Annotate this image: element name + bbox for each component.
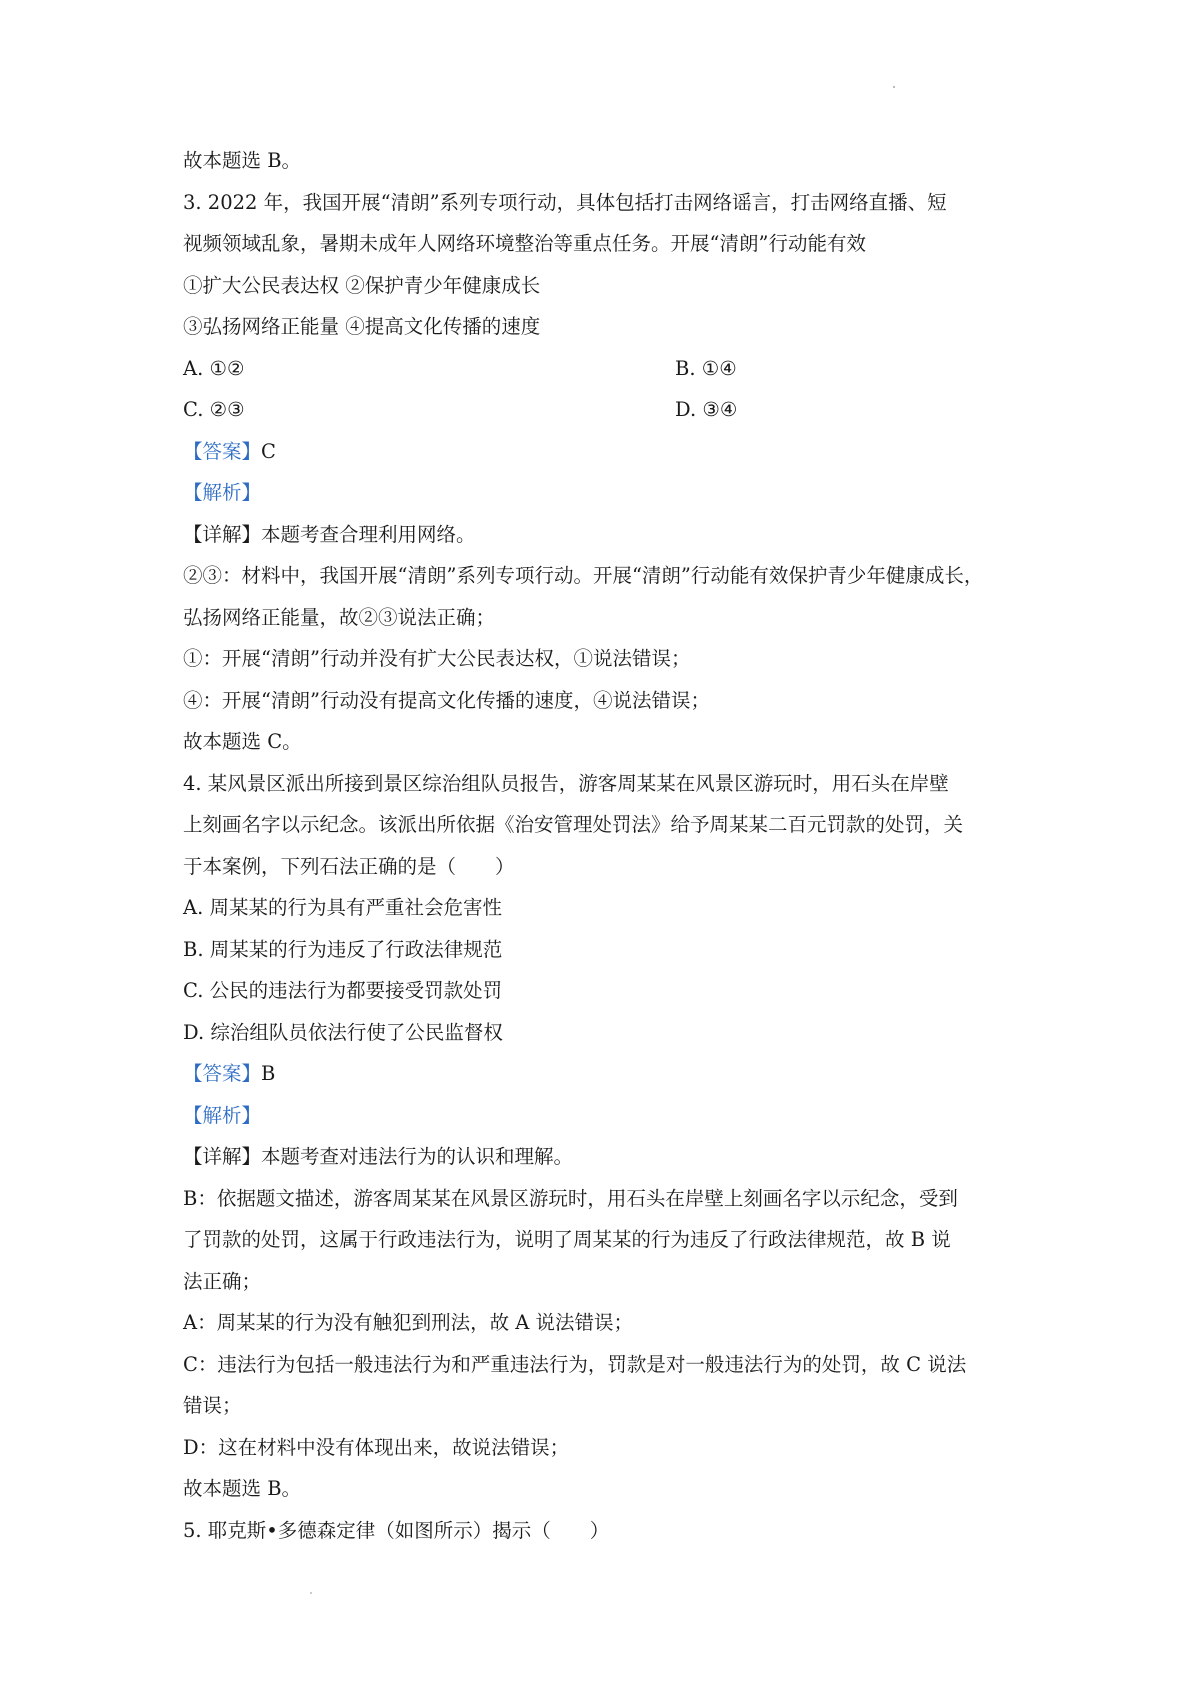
q3-options-row-2 <box>183 389 1033 431</box>
q3-detail-line: 【详解】本题考查合理利用网络。 <box>183 522 476 546</box>
answer-value: B <box>261 1062 276 1085</box>
q3-option-d: D. ③④ <box>675 398 738 421</box>
q3-stem-line: 3. 2022 年，我国开展“清朗”系列专项行动，具体包括打击网络谣言，打击网络直播、短 <box>183 190 947 214</box>
q4-detail-line: 法正确； <box>183 1269 262 1293</box>
q4-option-c: C. 公民的违法行为都要接受罚款处罚 <box>183 979 503 1002</box>
q3-statement-line: ①扩大公民表达权 ②保护青少年健康成长 <box>183 273 541 297</box>
q3-detail-line: ②③：材料中，我国开展“清朗”系列专项行动。开展“清朗”行动能有效保护青少年健康成长， <box>183 564 984 587</box>
question-3 <box>183 182 1033 763</box>
q4-detail-line: B：依据题文描述，游客周某某在风景区游玩时，用石头在岸壁上刻画名字以示纪念，受到 <box>183 1186 958 1210</box>
question-4 <box>183 763 1033 1510</box>
q4-detail-line: C：违法行为包括一般违法行为和严重违法行为，罚款是对一般违法行为的处罚，故 C 说法 <box>183 1352 967 1376</box>
q4-analysis-tag: 【解析】 <box>183 1103 262 1127</box>
q3-answer <box>183 431 1033 473</box>
q4-option-d: D. 综治组队员依法行使了公民监督权 <box>183 1020 503 1044</box>
q3-detail-line: ④：开展“清朗”行动没有提高文化传播的速度，④说法错误； <box>183 688 710 712</box>
q4-detail-line: 【详解】本题考查对违法行为的认识和理解。 <box>183 1145 574 1168</box>
q3-detail-line: 弘扬网络正能量，故②③说法正确； <box>183 605 496 629</box>
q4-stem-line: 上刻画名字以示纪念。该派出所依据《治安管理处罚法》给予周某某二百元罚款的处罚，关 <box>183 813 964 836</box>
answer-tag: 【答案】 <box>183 439 262 463</box>
q4-detail-line: 错误； <box>183 1394 242 1417</box>
q3-option-a: A. ①② <box>183 356 245 380</box>
q4-detail-line: A：周某某的行为没有触犯到刑法，故 A 说法错误； <box>183 1311 634 1334</box>
q4-option-a: A. 周某某的行为具有严重社会危害性 <box>183 896 502 919</box>
document-page <box>183 140 1033 1551</box>
answer-value: C <box>261 439 276 463</box>
q3-options-row-1 <box>183 348 1033 390</box>
q4-detail-line: D：这在材料中没有体现出来，故说法错误； <box>183 1435 570 1459</box>
q4-detail-line: 故本题选 B。 <box>183 1477 302 1500</box>
q3-stem-line: 视频领域乱象，暑期未成年人网络环境整治等重点任务。开展“清朗”行动能有效 <box>183 232 866 255</box>
q3-detail-line: ①：开展“清朗”行动并没有扩大公民表达权，①说法错误； <box>183 647 691 670</box>
q3-option-b: B. ①④ <box>675 356 737 380</box>
q4-answer <box>183 1053 1033 1095</box>
q3-option-c: C. ②③ <box>183 398 245 421</box>
question-5 <box>183 1510 1033 1552</box>
answer-tag: 【答案】 <box>183 1062 262 1085</box>
q4-option-b: B. 周某某的行为违反了行政法律规范 <box>183 937 503 961</box>
q2-conclusion: 故本题选 B。 <box>183 149 302 172</box>
q3-analysis-tag: 【解析】 <box>183 481 262 504</box>
q5-stem-line: 5. 耶克斯•多德森定律（如图所示）揭示（ ） <box>183 1518 610 1542</box>
q4-stem-line: 于本案例，下列石法正确的是（ ） <box>183 854 515 878</box>
q3-statement-line: ③弘扬网络正能量 ④提高文化传播的速度 <box>183 315 541 338</box>
scan-speck <box>310 1592 312 1594</box>
scan-speck <box>893 86 895 88</box>
q4-stem-line: 4. 某风景区派出所接到景区综治组队员报告，游客周某某在风景区游玩时，用石头在岸壁 <box>183 771 949 795</box>
q3-detail-line: 故本题选 C。 <box>183 730 302 753</box>
q4-detail-line: 了罚款的处罚，这属于行政违法行为，说明了周某某的行为违反了行政法律规范，故 B 说 <box>183 1228 951 1251</box>
